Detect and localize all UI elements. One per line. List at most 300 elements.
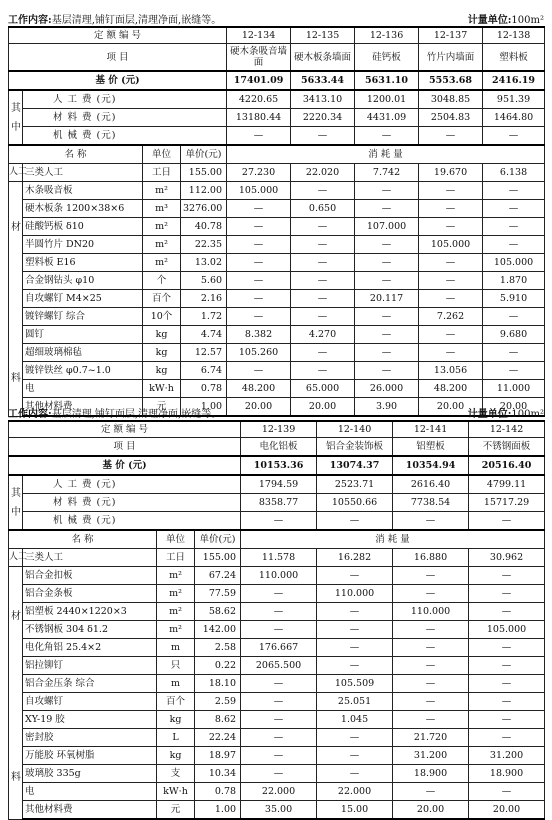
base-price-row xyxy=(9,71,545,90)
material-price: 12.57 xyxy=(181,344,227,362)
base-price-value: 10153.36 xyxy=(241,456,317,475)
table-row xyxy=(9,549,545,567)
consumption-value: — xyxy=(355,308,419,326)
material-unit: kg xyxy=(157,747,195,765)
material-price: 155.00 xyxy=(181,164,227,182)
table-row xyxy=(9,585,545,603)
consumption-value: — xyxy=(317,657,393,675)
item-name: 硬木条吸音墙面 xyxy=(227,44,291,72)
table-row xyxy=(9,254,545,272)
consumption-value: 5.910 xyxy=(483,290,545,308)
consumption-value: 21.720 xyxy=(393,729,469,747)
material-unit: m³ xyxy=(143,200,181,218)
consumption-value: — xyxy=(241,621,317,639)
labor-cost-row xyxy=(9,90,545,109)
consumption-value: 3.90 xyxy=(355,398,419,417)
item-name: 铝合金装饰板 xyxy=(317,438,393,457)
consumption-value: 7.262 xyxy=(419,308,483,326)
material-unit: L xyxy=(157,729,195,747)
consumption-value: 31.200 xyxy=(469,747,545,765)
material-unit: 百个 xyxy=(157,693,195,711)
material-name: 合金钢钻头 φ10 xyxy=(23,272,143,290)
table-row xyxy=(9,801,545,820)
consumption-value: 105.260 xyxy=(227,344,291,362)
material-name: 铝拉铆钉 xyxy=(23,657,157,675)
material-name: 密封胶 xyxy=(23,729,157,747)
work-content: 工作内容:基层清理,铺钉面层,清理净面,嵌缝等。 xyxy=(8,409,222,420)
consumption-value: — xyxy=(419,344,483,362)
quota-table-1 xyxy=(8,26,545,417)
quota-code: 12-139 xyxy=(241,421,317,438)
consumption-value: — xyxy=(393,783,469,801)
consumption-value: — xyxy=(227,272,291,290)
labor-cost-row xyxy=(9,475,545,494)
consumption-value: — xyxy=(483,236,545,254)
material-name: 镀锌螺钉 综合 xyxy=(23,308,143,326)
consumption-value: 176.667 xyxy=(241,639,317,657)
consumption-value: — xyxy=(355,254,419,272)
material-unit: 10个 xyxy=(143,308,181,326)
item-row xyxy=(9,438,545,457)
cost-value: 1464.80 xyxy=(483,109,545,127)
material-unit: m² xyxy=(143,254,181,272)
consumption-value: 4.270 xyxy=(291,326,355,344)
material-name: 硬木板条 1200×38×6 xyxy=(23,200,143,218)
consumption-value: — xyxy=(317,765,393,783)
consumption-value: — xyxy=(355,344,419,362)
consumption-value: — xyxy=(241,603,317,621)
base-price-value: 17401.09 xyxy=(227,71,291,90)
material-price: 77.59 xyxy=(195,585,241,603)
consumption-value: 35.00 xyxy=(241,801,317,820)
consumption-value: 20.00 xyxy=(419,398,483,417)
material-name: 电 xyxy=(23,783,157,801)
consumption-value: 20.00 xyxy=(469,801,545,820)
table-row xyxy=(9,164,545,182)
quota-no-label: 定 额 编 号 xyxy=(9,421,241,438)
cost-value: 10550.66 xyxy=(317,494,393,512)
cost-value: — xyxy=(317,512,393,531)
include-char: 中 xyxy=(11,121,21,133)
unit-header: 单位 xyxy=(157,530,195,549)
material-unit: 支 xyxy=(157,765,195,783)
material-name: 半圆竹片 DN20 xyxy=(23,236,143,254)
consumption-value: 27.230 xyxy=(227,164,291,182)
consumption-value: — xyxy=(241,585,317,603)
material-name: 三类人工 xyxy=(23,164,143,182)
consumption-value: — xyxy=(317,639,393,657)
material-price: 142.00 xyxy=(195,621,241,639)
name-header: 名 称 xyxy=(9,530,157,549)
consumption-value: — xyxy=(469,657,545,675)
material-unit: kg xyxy=(143,362,181,380)
category-char: 料 xyxy=(11,771,21,783)
material-cost-row xyxy=(9,109,545,127)
cost-value: 1794.59 xyxy=(241,475,317,494)
consumption-value: — xyxy=(393,639,469,657)
item-name: 电化铝板 xyxy=(241,438,317,457)
base-price-value: 5553.68 xyxy=(419,71,483,90)
material-price: 0.78 xyxy=(181,380,227,398)
consumption-value: — xyxy=(241,747,317,765)
work-content: 工作内容:基层清理,铺钉面层,清理净面,嵌缝等。 xyxy=(8,15,222,26)
cost-value: — xyxy=(355,127,419,146)
block-header xyxy=(8,402,544,420)
include-char: 中 xyxy=(11,506,21,518)
consumption-value: — xyxy=(227,200,291,218)
material-name: XY-19 胶 xyxy=(23,711,157,729)
table-row xyxy=(9,747,545,765)
material-name: 电化角铝 25.4×2 xyxy=(23,639,157,657)
item-label: 项 目 xyxy=(9,438,241,457)
material-name: 硅酸钙板 δ10 xyxy=(23,218,143,236)
consumption-value: 30.962 xyxy=(469,549,545,567)
consumption-value: — xyxy=(469,711,545,729)
material-price: 22.35 xyxy=(181,236,227,254)
material-unit: 百个 xyxy=(143,290,181,308)
material-price: 3276.00 xyxy=(181,200,227,218)
material-name: 其他材料费 xyxy=(23,801,157,820)
consumption-value: — xyxy=(291,290,355,308)
cost-value: 2220.34 xyxy=(291,109,355,127)
material-unit: m² xyxy=(143,218,181,236)
consumption-value: — xyxy=(317,603,393,621)
consumption-value: — xyxy=(227,362,291,380)
material-price: 18.10 xyxy=(195,675,241,693)
consumption-value: 65.000 xyxy=(291,380,355,398)
consumption-value: — xyxy=(227,308,291,326)
consumption-value: 11.578 xyxy=(241,549,317,567)
cost-value: — xyxy=(291,127,355,146)
material-name: 万能胶 环氧树脂 xyxy=(23,747,157,765)
consumption-value: — xyxy=(355,272,419,290)
consumption-value: — xyxy=(483,344,545,362)
cost-value: 2523.71 xyxy=(317,475,393,494)
consumption-value: 105.000 xyxy=(469,621,545,639)
base-price-label: 基 价 (元) xyxy=(9,456,241,475)
category-char: 料 xyxy=(11,372,21,384)
cost-value: 2504.83 xyxy=(419,109,483,127)
cost-value: 3048.85 xyxy=(419,90,483,109)
consumption-value: 8.382 xyxy=(227,326,291,344)
cost-label: 人 工 费 (元) xyxy=(23,475,241,494)
quota-code: 12-140 xyxy=(317,421,393,438)
cost-value: 3413.10 xyxy=(291,90,355,109)
table-row xyxy=(9,693,545,711)
consumption-value: 110.000 xyxy=(393,603,469,621)
price-header: 单价(元) xyxy=(181,145,227,164)
consumption-value: — xyxy=(419,254,483,272)
consumption-value: — xyxy=(419,218,483,236)
consumption-value: 20.117 xyxy=(355,290,419,308)
unit-header: 单位 xyxy=(143,145,181,164)
material-name: 其他材料费 xyxy=(23,398,143,417)
material-unit: kW·h xyxy=(143,380,181,398)
table-row xyxy=(9,657,545,675)
cost-value: 8358.77 xyxy=(241,494,317,512)
material-name: 电 xyxy=(23,380,143,398)
material-name: 铝合金压条 综合 xyxy=(23,675,157,693)
table-row xyxy=(9,765,545,783)
table-row xyxy=(9,675,545,693)
cost-label: 机 械 费 (元) xyxy=(23,127,227,146)
consumption-value: — xyxy=(227,236,291,254)
material-price: 155.00 xyxy=(195,549,241,567)
cost-value: 13180.44 xyxy=(227,109,291,127)
cost-value: 951.39 xyxy=(483,90,545,109)
consumption-value: — xyxy=(469,585,545,603)
base-price-value: 10354.94 xyxy=(393,456,469,475)
consumption-value: 107.000 xyxy=(355,218,419,236)
material-name: 超细玻璃棉毡 xyxy=(23,344,143,362)
consumption-value: — xyxy=(469,675,545,693)
consumption-value: — xyxy=(355,362,419,380)
material-unit: m² xyxy=(143,182,181,200)
consumption-value: — xyxy=(227,254,291,272)
consumption-value: 20.00 xyxy=(227,398,291,417)
consumption-value: — xyxy=(241,765,317,783)
material-price: 1.00 xyxy=(181,398,227,417)
consumption-value: 25.051 xyxy=(317,693,393,711)
material-unit: m xyxy=(157,639,195,657)
consumption-value: — xyxy=(419,182,483,200)
cost-value: 1200.01 xyxy=(355,90,419,109)
material-unit: 工日 xyxy=(157,549,195,567)
include-label xyxy=(9,475,23,530)
material-price: 1.72 xyxy=(181,308,227,326)
material-price: 112.00 xyxy=(181,182,227,200)
material-name: 铝合金扣板 xyxy=(23,567,157,585)
consume-header: 消 耗 量 xyxy=(241,530,545,549)
consumption-value: — xyxy=(419,272,483,290)
consumption-value: — xyxy=(317,621,393,639)
material-name: 三类人工 xyxy=(23,549,157,567)
material-unit: 个 xyxy=(143,272,181,290)
consumption-value: 110.000 xyxy=(317,585,393,603)
consumption-value: — xyxy=(393,657,469,675)
consumption-value: — xyxy=(355,326,419,344)
material-price: 2.59 xyxy=(195,693,241,711)
category-material xyxy=(9,182,23,417)
quota-code: 12-135 xyxy=(291,27,355,44)
material-unit: 元 xyxy=(143,398,181,417)
material-price: 18.97 xyxy=(195,747,241,765)
consumption-value: 15.00 xyxy=(317,801,393,820)
cost-value: 15717.29 xyxy=(469,494,545,512)
base-price-row xyxy=(9,456,545,475)
material-price: 2.16 xyxy=(181,290,227,308)
table-row xyxy=(9,603,545,621)
consumption-value: — xyxy=(317,567,393,585)
consumption-value: — xyxy=(483,218,545,236)
consumption-value: 20.00 xyxy=(291,398,355,417)
material-name: 自攻螺钉 xyxy=(23,693,157,711)
consumption-value: — xyxy=(291,236,355,254)
table-row xyxy=(9,344,545,362)
base-price-value: 20516.40 xyxy=(469,456,545,475)
table-row xyxy=(9,711,545,729)
material-price: 4.74 xyxy=(181,326,227,344)
cost-label: 材 料 费 (元) xyxy=(23,494,241,512)
base-price-value: 13074.37 xyxy=(317,456,393,475)
consumption-value: — xyxy=(291,182,355,200)
consumption-value: — xyxy=(469,603,545,621)
consumption-value: — xyxy=(241,729,317,747)
quota-code: 12-134 xyxy=(227,27,291,44)
cost-value: 4799.11 xyxy=(469,475,545,494)
consumption-value: — xyxy=(393,675,469,693)
item-name: 不锈钢面板 xyxy=(469,438,545,457)
base-price-value: 2416.19 xyxy=(483,71,545,90)
cost-value: 4431.09 xyxy=(355,109,419,127)
include-label xyxy=(9,90,23,145)
material-name: 自攻螺钉 M4×25 xyxy=(23,290,143,308)
cost-label: 材 料 费 (元) xyxy=(23,109,227,127)
table-row xyxy=(9,621,545,639)
consumption-value: 105.000 xyxy=(227,182,291,200)
material-unit: 元 xyxy=(157,801,195,820)
consumption-value: 31.200 xyxy=(393,747,469,765)
column-header-row xyxy=(9,530,545,549)
cost-value: — xyxy=(469,512,545,531)
consumption-value: 105.000 xyxy=(483,254,545,272)
block-header xyxy=(8,8,544,26)
material-unit: m² xyxy=(157,603,195,621)
quota-table-2 xyxy=(8,420,545,820)
consumption-value: 7.742 xyxy=(355,164,419,182)
consumption-value: — xyxy=(393,621,469,639)
table-row xyxy=(9,326,545,344)
table-row xyxy=(9,200,545,218)
consumption-value: 105.000 xyxy=(419,236,483,254)
consumption-value: 19.670 xyxy=(419,164,483,182)
table-row xyxy=(9,182,545,200)
consumption-value: — xyxy=(317,747,393,765)
item-name: 硅钙板 xyxy=(355,44,419,72)
consumption-value: — xyxy=(355,182,419,200)
material-unit: m² xyxy=(143,236,181,254)
material-price: 0.78 xyxy=(195,783,241,801)
material-cost-row xyxy=(9,494,545,512)
material-unit: kg xyxy=(143,326,181,344)
cost-value: — xyxy=(227,127,291,146)
consumption-value: 22.020 xyxy=(291,164,355,182)
consumption-value: — xyxy=(469,567,545,585)
table-row xyxy=(9,639,545,657)
consumption-value: 105.509 xyxy=(317,675,393,693)
consumption-value: — xyxy=(483,182,545,200)
consumption-value: 0.650 xyxy=(291,200,355,218)
consumption-value: — xyxy=(393,567,469,585)
table-row xyxy=(9,218,545,236)
consumption-value: 22.000 xyxy=(317,783,393,801)
machine-cost-row xyxy=(9,512,545,531)
table-row xyxy=(9,362,545,380)
consumption-value: — xyxy=(241,675,317,693)
material-price: 0.22 xyxy=(195,657,241,675)
consumption-value: 6.138 xyxy=(483,164,545,182)
consumption-value: 20.00 xyxy=(483,398,545,417)
consumption-value: — xyxy=(355,236,419,254)
category-labor: 人工 xyxy=(9,549,23,567)
material-price: 10.34 xyxy=(195,765,241,783)
category-char: 材 xyxy=(11,221,21,233)
material-price: 22.24 xyxy=(195,729,241,747)
consumption-value: — xyxy=(469,693,545,711)
table-row xyxy=(9,236,545,254)
material-name: 木条吸音板 xyxy=(23,182,143,200)
material-name: 镀锌铁丝 φ0.7~1.0 xyxy=(23,362,143,380)
cost-label: 人 工 费 (元) xyxy=(23,90,227,109)
measure-unit: 计量单位:100m² xyxy=(467,409,544,420)
cost-value: — xyxy=(419,127,483,146)
category-material xyxy=(9,567,23,820)
consumption-value: — xyxy=(291,308,355,326)
cost-value: — xyxy=(393,512,469,531)
quota-code-row xyxy=(9,27,545,44)
consumption-value: 22.000 xyxy=(241,783,317,801)
include-char: 其 xyxy=(11,487,21,499)
material-price: 67.24 xyxy=(195,567,241,585)
material-unit: m² xyxy=(157,567,195,585)
category-labor: 人工 xyxy=(9,164,23,182)
consumption-value: 110.000 xyxy=(241,567,317,585)
consumption-value: — xyxy=(355,200,419,218)
consumption-value: — xyxy=(291,362,355,380)
cost-value: 7738.54 xyxy=(393,494,469,512)
item-name: 硬木板条墙面 xyxy=(291,44,355,72)
table-row xyxy=(9,567,545,585)
price-header: 单价(元) xyxy=(195,530,241,549)
consumption-value: — xyxy=(419,326,483,344)
material-unit: 只 xyxy=(157,657,195,675)
consumption-value: — xyxy=(483,308,545,326)
cost-value: — xyxy=(241,512,317,531)
material-price: 5.60 xyxy=(181,272,227,290)
include-char: 其 xyxy=(11,102,21,114)
quota-code: 12-136 xyxy=(355,27,419,44)
consumption-value: — xyxy=(241,693,317,711)
consumption-value: 26.000 xyxy=(355,380,419,398)
consumption-value: 16.282 xyxy=(317,549,393,567)
item-name: 塑料板 xyxy=(483,44,545,72)
material-unit: m² xyxy=(157,621,195,639)
consumption-value: — xyxy=(241,711,317,729)
cost-value: — xyxy=(483,127,545,146)
table-row xyxy=(9,272,545,290)
consumption-value: — xyxy=(317,729,393,747)
consumption-value: — xyxy=(419,290,483,308)
table-row xyxy=(9,729,545,747)
material-name: 铝塑板 2440×1220×3 xyxy=(23,603,157,621)
material-price: 13.02 xyxy=(181,254,227,272)
consumption-value: — xyxy=(483,200,545,218)
material-name: 圆钉 xyxy=(23,326,143,344)
material-unit: m² xyxy=(157,585,195,603)
material-name: 不锈钢板 304 δ1.2 xyxy=(23,621,157,639)
consumption-value: — xyxy=(227,218,291,236)
material-price: 1.00 xyxy=(195,801,241,820)
consumption-value: 48.200 xyxy=(419,380,483,398)
material-name: 塑料板 E16 xyxy=(23,254,143,272)
consumption-value: — xyxy=(469,729,545,747)
measure-unit: 计量单位:100m² xyxy=(467,15,544,26)
material-price: 40.78 xyxy=(181,218,227,236)
consumption-value: 11.000 xyxy=(483,380,545,398)
base-price-value: 5633.44 xyxy=(291,71,355,90)
quota-code: 12-138 xyxy=(483,27,545,44)
table-row xyxy=(9,380,545,398)
